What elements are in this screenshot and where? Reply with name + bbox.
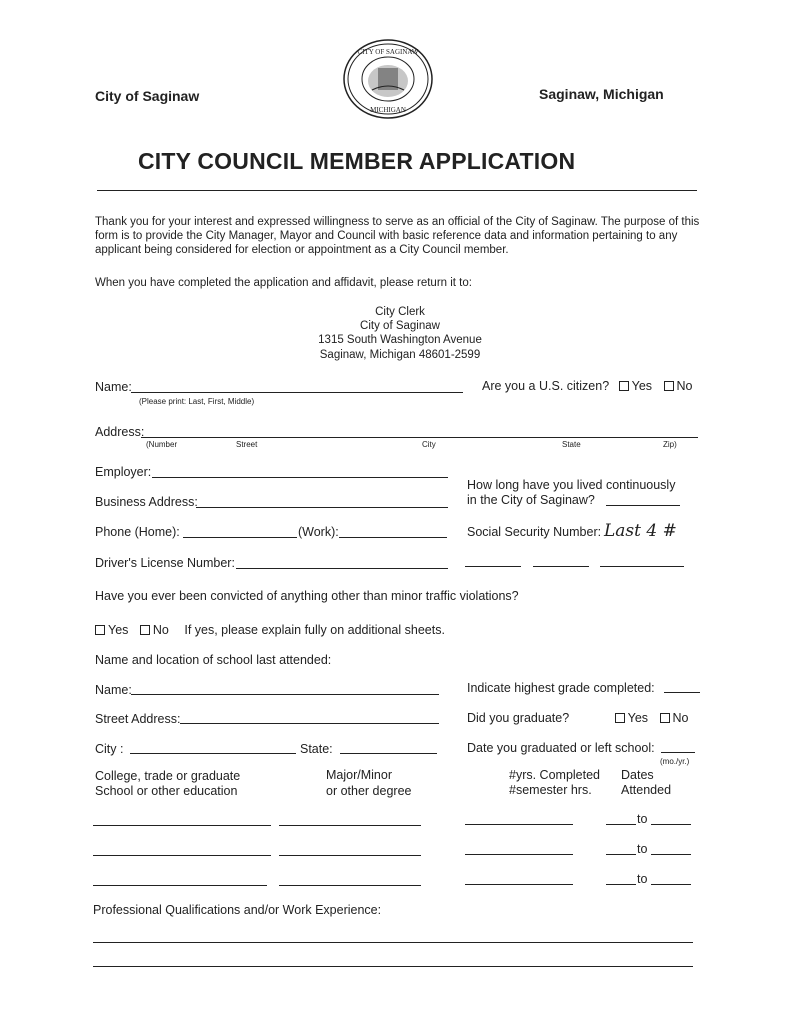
address-hint-city: City — [422, 440, 436, 449]
license-label: Driver's License Number: — [95, 556, 235, 570]
employer-label: Employer: — [95, 465, 152, 479]
professional-line-1[interactable] — [93, 942, 693, 943]
edu-row2-major-line[interactable] — [279, 855, 421, 856]
graduate-no-label: No — [672, 711, 689, 725]
edu-row3-to-line[interactable] — [651, 884, 691, 885]
phone-home-label: Phone (Home): — [95, 525, 180, 539]
highest-grade-label: Indicate highest grade completed: — [467, 681, 655, 695]
highest-grade-input-line[interactable] — [664, 692, 700, 693]
graduate-no-checkbox[interactable] — [660, 713, 670, 723]
school-city-label: City : — [95, 742, 124, 756]
graduate-question — [467, 711, 689, 725]
edu-row1-from-line[interactable] — [606, 824, 636, 825]
ssn-handwritten: Last 4 # — [604, 521, 677, 541]
title-rule — [97, 190, 697, 191]
license-input-line[interactable] — [236, 568, 448, 569]
lived-question-line2: in the City of Saginaw? — [467, 493, 595, 507]
convicted-yes-label: Yes — [108, 623, 129, 637]
address-line4: Saginaw, Michigan 48601-2599 — [319, 349, 481, 361]
college-col2-line2: or other degree — [326, 784, 412, 798]
header-left: City of Saginaw — [95, 88, 200, 104]
address-hint-number: (Number — [146, 440, 178, 449]
edu-row3-from-line[interactable] — [606, 884, 636, 885]
school-name-label: Name: — [95, 683, 132, 697]
school-state-input-line[interactable] — [340, 753, 437, 754]
edu-row3-school-line[interactable] — [93, 885, 267, 886]
phone-work-input-line[interactable] — [339, 537, 447, 538]
name-label: Name: — [95, 380, 132, 394]
seal-text-top: CITY OF SAGINAW — [357, 48, 419, 56]
license-input-line-2[interactable] — [465, 566, 521, 567]
school-street-input-line[interactable] — [180, 723, 439, 724]
school-heading: Name and location of school last attended: — [95, 653, 332, 667]
date-grad-input-line[interactable] — [661, 752, 695, 753]
citizen-label: Are you a U.S. citizen? — [482, 379, 610, 393]
college-col1-line2: School or other education — [95, 784, 238, 798]
college-col4-line1: Dates — [621, 768, 654, 782]
edu-row2-years-line[interactable] — [465, 854, 573, 855]
intro-paragraph: Thank you for your interest and expressed willingness to serve as an official of the City of Saginaw. The purpose of this form is to provide the City Manager, Mayor and Council with basic reference data and information pertaining to any applicant being considered for election or appointment as a City Council member. — [95, 216, 700, 256]
graduate-label: Did you graduate? — [467, 711, 570, 725]
edu-row1-major-line[interactable] — [279, 825, 421, 826]
address-line1: City Clerk — [375, 306, 425, 318]
convicted-explain: If yes, please explain fully on additional sheets. — [184, 623, 445, 637]
seal-text-bottom: MICHIGAN — [370, 106, 406, 114]
college-col4-line2: Attended — [621, 783, 672, 797]
phone-work-label: (Work): — [298, 525, 339, 539]
address-label: Address: — [95, 425, 145, 439]
edu-row2-school-line[interactable] — [93, 855, 271, 856]
convicted-no-checkbox[interactable] — [140, 625, 150, 635]
edu-row1-years-line[interactable] — [465, 824, 573, 825]
edu-row1-school-line[interactable] — [93, 825, 271, 826]
city-seal-logo — [342, 38, 434, 120]
employer-input-line[interactable] — [152, 477, 448, 478]
graduate-yes-checkbox[interactable] — [615, 713, 625, 723]
convicted-yes-checkbox[interactable] — [95, 625, 105, 635]
edu-row2-to: to — [637, 842, 648, 856]
edu-row3-major-line[interactable] — [279, 885, 421, 886]
business-address-label: Business Address: — [95, 495, 198, 509]
license-input-line-3[interactable] — [533, 566, 589, 567]
address-hint-state: State — [562, 440, 581, 449]
edu-row2-from-line[interactable] — [606, 854, 636, 855]
return-note: When you have completed the application and affidavit, please return it to: — [95, 277, 472, 289]
school-state-label: State: — [300, 742, 333, 756]
college-col1-line1: College, trade or graduate — [95, 769, 241, 783]
address-hint-street: Street — [236, 440, 258, 449]
phone-home-input-line[interactable] — [183, 537, 297, 538]
mo-yr-hint: (mo./yr.) — [660, 757, 690, 766]
college-col2-line1: Major/Minor — [326, 768, 392, 782]
college-col3-line2: #semester hrs. — [509, 783, 592, 797]
business-address-input-line[interactable] — [196, 507, 448, 508]
ssn-label: Social Security Number: — [467, 525, 602, 539]
name-input-line[interactable] — [131, 392, 463, 393]
citizen-no-label: No — [676, 379, 693, 393]
lived-input-line[interactable] — [606, 505, 680, 506]
citizen-yes-checkbox[interactable] — [619, 381, 629, 391]
school-street-label: Street Address: — [95, 712, 181, 726]
address-input-line[interactable] — [141, 437, 698, 438]
address-hint-zip: Zip) — [663, 440, 677, 449]
edu-row1-to: to — [637, 812, 648, 826]
lived-question-line1: How long have you lived continuously — [467, 478, 676, 492]
school-city-input-line[interactable] — [130, 753, 296, 754]
name-hint: (Please print: Last, First, Middle) — [139, 397, 255, 406]
date-grad-label: Date you graduated or left school: — [467, 741, 655, 755]
edu-row1-to-line[interactable] — [651, 824, 691, 825]
license-input-line-4[interactable] — [600, 566, 684, 567]
address-line3: 1315 South Washington Avenue — [318, 334, 482, 346]
header-right: Saginaw, Michigan — [539, 86, 664, 102]
edu-row3-years-line[interactable] — [465, 884, 573, 885]
page-title: CITY COUNCIL MEMBER APPLICATION — [138, 148, 576, 174]
edu-row2-to-line[interactable] — [651, 854, 691, 855]
citizen-yes-label: Yes — [631, 379, 653, 393]
citizen-no-checkbox[interactable] — [664, 381, 674, 391]
school-name-input-line[interactable] — [131, 694, 439, 695]
convicted-no-label: No — [152, 623, 169, 637]
graduate-yes-label: Yes — [627, 711, 649, 725]
address-line2: City of Saginaw — [360, 320, 440, 332]
convicted-question: Have you ever been convicted of anything other than minor traffic violations? — [95, 589, 519, 603]
convicted-answer — [95, 623, 445, 637]
professional-label: Professional Qualifications and/or Work Experience: — [93, 903, 382, 917]
edu-row3-to: to — [637, 872, 648, 886]
professional-line-2[interactable] — [93, 966, 693, 967]
citizen-question — [482, 379, 693, 393]
college-col3-line1: #yrs. Completed — [509, 768, 601, 782]
